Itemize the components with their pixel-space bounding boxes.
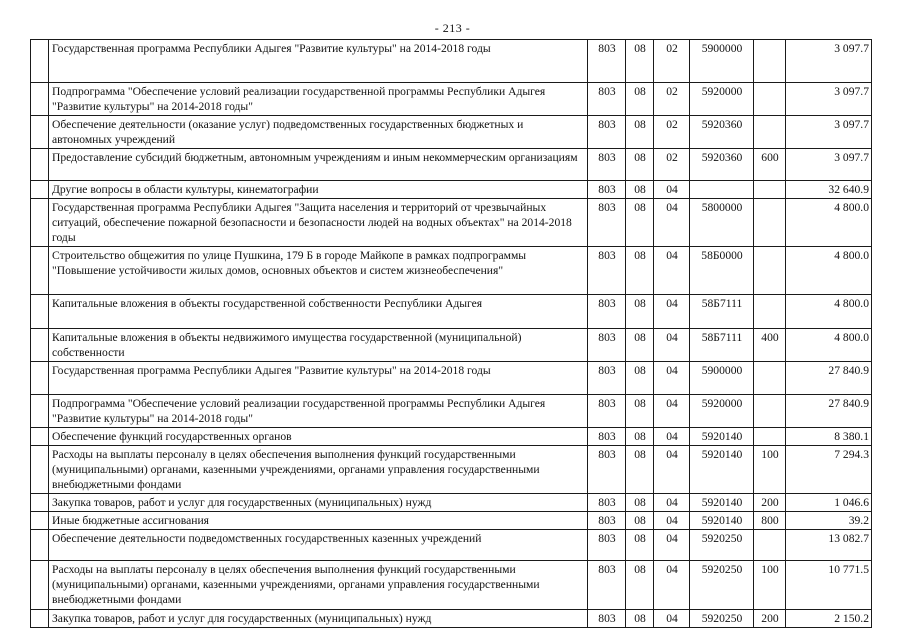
subsection-code-cell: 04 [654, 512, 690, 530]
department-code-cell: 803 [588, 295, 626, 329]
subsection-code-cell: 04 [654, 610, 690, 628]
row-marker-cell [31, 181, 49, 199]
target-article-code-cell: 5920250 [690, 561, 754, 610]
subsection-code-cell: 04 [654, 446, 690, 494]
budget-table-body [31, 40, 872, 628]
row-marker-cell [31, 199, 49, 247]
expense-name-cell: Капитальные вложения в объекты недвижимого имущества государственной (муниципальной) собственности [49, 329, 588, 362]
target-article-code-cell: 58Б7111 [690, 295, 754, 329]
row-marker-cell [31, 561, 49, 610]
section-code-cell: 08 [626, 428, 654, 446]
expense-name-cell: Государственная программа Республики Адыгея "Развитие культуры" на 2014-2018 годы [49, 362, 588, 395]
subsection-code-cell: 04 [654, 295, 690, 329]
table-row [31, 512, 872, 530]
section-code-cell: 08 [626, 512, 654, 530]
expense-type-code-cell [754, 116, 786, 149]
expense-type-code-cell [754, 362, 786, 395]
expense-type-code-cell [754, 247, 786, 295]
amount-cell: 8 380.1 [786, 428, 872, 446]
table-row [31, 428, 872, 446]
row-marker-cell [31, 295, 49, 329]
expense-name-cell: Подпрограмма "Обеспечение условий реализации государственной программы Республики Адыгея "Развитие культуры" на 2014-2018 годы" [49, 83, 588, 116]
section-code-cell: 08 [626, 329, 654, 362]
department-code-cell: 803 [588, 446, 626, 494]
target-article-code-cell: 5920000 [690, 395, 754, 428]
table-row [31, 610, 872, 628]
expense-name-cell: Обеспечение деятельности подведомственных государственных казенных учреждений [49, 530, 588, 561]
department-code-cell: 803 [588, 181, 626, 199]
amount-cell: 10 771.5 [786, 561, 872, 610]
target-article-code-cell: 5920000 [690, 83, 754, 116]
budget-table [30, 39, 872, 628]
expense-type-code-cell [754, 530, 786, 561]
amount-cell: 27 840.9 [786, 395, 872, 428]
table-row [31, 199, 872, 247]
row-marker-cell [31, 428, 49, 446]
row-marker-cell [31, 116, 49, 149]
section-code-cell: 08 [626, 362, 654, 395]
section-code-cell: 08 [626, 116, 654, 149]
amount-cell: 32 640.9 [786, 181, 872, 199]
row-marker-cell [31, 149, 49, 181]
target-article-code-cell: 5900000 [690, 362, 754, 395]
subsection-code-cell: 04 [654, 329, 690, 362]
expense-type-code-cell [754, 181, 786, 199]
department-code-cell: 803 [588, 512, 626, 530]
table-row [31, 362, 872, 395]
row-marker-cell [31, 40, 49, 83]
section-code-cell: 08 [626, 295, 654, 329]
department-code-cell: 803 [588, 362, 626, 395]
section-code-cell: 08 [626, 181, 654, 199]
table-row [31, 181, 872, 199]
amount-cell: 39.2 [786, 512, 872, 530]
expense-type-code-cell [754, 40, 786, 83]
department-code-cell: 803 [588, 40, 626, 83]
subsection-code-cell: 02 [654, 83, 690, 116]
amount-cell: 2 150.2 [786, 610, 872, 628]
table-row [31, 329, 872, 362]
target-article-code-cell: 5920140 [690, 512, 754, 530]
expense-name-cell: Строительство общежития по улице Пушкина, 179 Б в городе Майкопе в рамках подпрограммы "Повышение устойчивости жилых домов, основных объектов и систем жизнеобеспечения" [49, 247, 588, 295]
subsection-code-cell: 04 [654, 362, 690, 395]
row-marker-cell [31, 395, 49, 428]
amount-cell: 13 082.7 [786, 530, 872, 561]
table-row [31, 561, 872, 610]
row-marker-cell [31, 512, 49, 530]
department-code-cell: 803 [588, 149, 626, 181]
expense-type-code-cell: 800 [754, 512, 786, 530]
expense-name-cell: Государственная программа Республики Адыгея "Развитие культуры" на 2014-2018 годы [49, 40, 588, 83]
subsection-code-cell: 02 [654, 40, 690, 83]
expense-name-cell: Предоставление субсидий бюджетным, автономным учреждениям и иным некоммерческим организациям [49, 149, 588, 181]
department-code-cell: 803 [588, 199, 626, 247]
section-code-cell: 08 [626, 530, 654, 561]
expense-name-cell: Подпрограмма "Обеспечение условий реализации государственной программы Республики Адыгея "Развитие культуры" на 2014-2018 годы" [49, 395, 588, 428]
expense-type-code-cell: 400 [754, 329, 786, 362]
subsection-code-cell: 02 [654, 116, 690, 149]
amount-cell: 3 097.7 [786, 116, 872, 149]
expense-type-code-cell: 100 [754, 561, 786, 610]
amount-cell: 4 800.0 [786, 247, 872, 295]
section-code-cell: 08 [626, 610, 654, 628]
subsection-code-cell: 04 [654, 494, 690, 512]
subsection-code-cell: 02 [654, 149, 690, 181]
target-article-code-cell: 58Б0000 [690, 247, 754, 295]
department-code-cell: 803 [588, 530, 626, 561]
table-row [31, 116, 872, 149]
expense-name-cell: Закупка товаров, работ и услуг для государственных (муниципальных) нужд [49, 494, 588, 512]
page-number: - 213 - [434, 21, 471, 35]
amount-cell: 3 097.7 [786, 40, 872, 83]
expense-name-cell: Капитальные вложения в объекты государственной собственности Республики Адыгея [49, 295, 588, 329]
target-article-code-cell: 5920360 [690, 116, 754, 149]
department-code-cell: 803 [588, 428, 626, 446]
target-article-code-cell: 5920250 [690, 530, 754, 561]
row-marker-cell [31, 247, 49, 295]
amount-cell: 3 097.7 [786, 149, 872, 181]
target-article-code-cell: 58Б7111 [690, 329, 754, 362]
department-code-cell: 803 [588, 116, 626, 149]
department-code-cell: 803 [588, 83, 626, 116]
table-row [31, 494, 872, 512]
expense-type-code-cell: 200 [754, 494, 786, 512]
row-marker-cell [31, 610, 49, 628]
table-row [31, 149, 872, 181]
expense-name-cell: Обеспечение деятельности (оказание услуг) подведомственных государственных бюджетных и автономных учреждений [49, 116, 588, 149]
expense-type-code-cell: 600 [754, 149, 786, 181]
table-row [31, 247, 872, 295]
expense-name-cell: Закупка товаров, работ и услуг для государственных (муниципальных) нужд [49, 610, 588, 628]
target-article-code-cell: 5920360 [690, 149, 754, 181]
row-marker-cell [31, 446, 49, 494]
department-code-cell: 803 [588, 561, 626, 610]
section-code-cell: 08 [626, 149, 654, 181]
department-code-cell: 803 [588, 247, 626, 295]
expense-type-code-cell [754, 199, 786, 247]
section-code-cell: 08 [626, 395, 654, 428]
target-article-code-cell: 5920250 [690, 610, 754, 628]
section-code-cell: 08 [626, 561, 654, 610]
section-code-cell: 08 [626, 494, 654, 512]
table-row [31, 295, 872, 329]
section-code-cell: 08 [626, 247, 654, 295]
amount-cell: 4 800.0 [786, 329, 872, 362]
table-row [31, 446, 872, 494]
amount-cell: 3 097.7 [786, 83, 872, 116]
expense-type-code-cell [754, 295, 786, 329]
expense-name-cell: Обеспечение функций государственных органов [49, 428, 588, 446]
table-row [31, 530, 872, 561]
row-marker-cell [31, 329, 49, 362]
expense-type-code-cell [754, 83, 786, 116]
department-code-cell: 803 [588, 494, 626, 512]
expense-type-code-cell: 200 [754, 610, 786, 628]
expense-name-cell: Расходы на выплаты персоналу в целях обеспечения выполнения функций государственными (муниципальными) органами, казенными учреждениями, органами управления государственными внебюджетными фондами [49, 561, 588, 610]
row-marker-cell [31, 530, 49, 561]
expense-type-code-cell: 100 [754, 446, 786, 494]
row-marker-cell [31, 362, 49, 395]
table-row [31, 40, 872, 83]
amount-cell: 4 800.0 [786, 295, 872, 329]
section-code-cell: 08 [626, 199, 654, 247]
row-marker-cell [31, 494, 49, 512]
subsection-code-cell: 04 [654, 247, 690, 295]
section-code-cell: 08 [626, 40, 654, 83]
section-code-cell: 08 [626, 446, 654, 494]
table-row [31, 83, 872, 116]
subsection-code-cell: 04 [654, 428, 690, 446]
subsection-code-cell: 04 [654, 199, 690, 247]
target-article-code-cell: 5800000 [690, 199, 754, 247]
target-article-code-cell: 5920140 [690, 428, 754, 446]
amount-cell: 7 294.3 [786, 446, 872, 494]
target-article-code-cell: 5920140 [690, 446, 754, 494]
row-marker-cell [31, 83, 49, 116]
subsection-code-cell: 04 [654, 181, 690, 199]
section-code-cell: 08 [626, 83, 654, 116]
subsection-code-cell: 04 [654, 395, 690, 428]
expense-type-code-cell [754, 395, 786, 428]
expense-name-cell: Расходы на выплаты персоналу в целях обеспечения выполнения функций государственными (муниципальными) органами, казенными учреждениями, органами управления государственными внебюджетными фондами [49, 446, 588, 494]
subsection-code-cell: 04 [654, 530, 690, 561]
amount-cell: 1 046.6 [786, 494, 872, 512]
target-article-code-cell [690, 181, 754, 199]
amount-cell: 27 840.9 [786, 362, 872, 395]
department-code-cell: 803 [588, 610, 626, 628]
expense-name-cell: Иные бюджетные ассигнования [49, 512, 588, 530]
expense-name-cell: Другие вопросы в области культуры, кинематографии [49, 181, 588, 199]
subsection-code-cell: 04 [654, 561, 690, 610]
amount-cell: 4 800.0 [786, 199, 872, 247]
target-article-code-cell: 5920140 [690, 494, 754, 512]
department-code-cell: 803 [588, 395, 626, 428]
table-row [31, 395, 872, 428]
expense-type-code-cell [754, 428, 786, 446]
target-article-code-cell: 5900000 [690, 40, 754, 83]
department-code-cell: 803 [588, 329, 626, 362]
expense-name-cell: Государственная программа Республики Адыгея "Защита населения и территорий от чрезвычайных ситуаций, обеспечение пожарной безопасности и безопасности людей на водных объектах" на 2014-2018 годы [49, 199, 588, 247]
